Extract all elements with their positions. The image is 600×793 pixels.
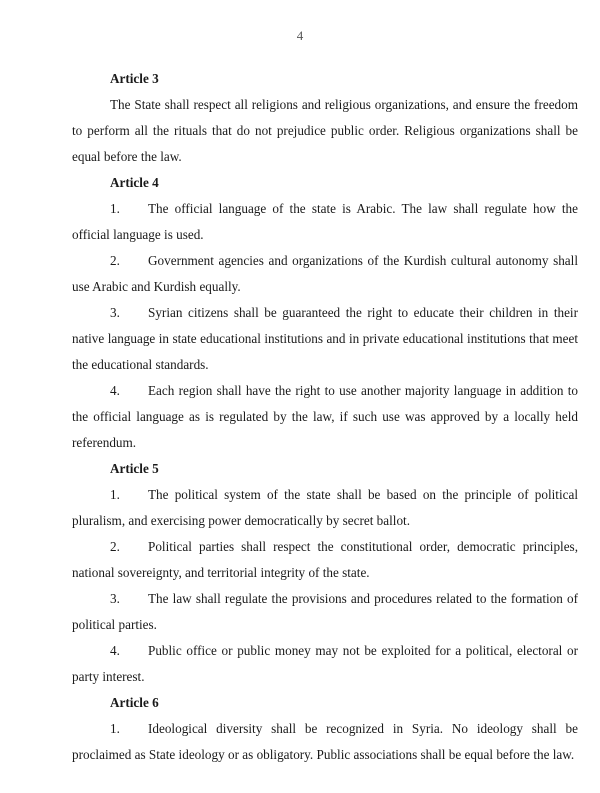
article-title: Article 5 [110,461,159,476]
paragraph-number: 1. [110,487,120,502]
paragraph-text: Each region shall have the right to use another majority language in addition to the official language as is regulated by the law, if such use was approved by a locally held referendum. [72,383,578,450]
paragraph-text: The political system of the state shall be based on the principle of political pluralism, and exercising power democratically by secret ballot. [72,487,578,528]
article-paragraph [72,716,578,768]
paragraph-text: The law shall regulate the provisions and procedures related to the formation of political parties. [72,591,578,632]
article-3 [72,66,578,170]
article-paragraph [72,482,578,534]
paragraph-text: Political parties shall respect the constitutional order, democratic principles, national sovereignty, and territorial integrity of the state. [72,539,578,580]
article-paragraph [72,300,578,378]
article-5 [72,456,578,690]
paragraph-number: 1. [110,721,120,736]
paragraph-text: Syrian citizens shall be guaranteed the right to educate their children in their native language in state educational institutions and in private educational institutions that meet the educational standards. [72,305,578,372]
article-title: Article 4 [110,175,159,190]
paragraph-text: The State shall respect all religions and religious organizations, and ensure the freedom to perform all the rituals that do not prejudice public order. Religious organizations shall be equal before the law. [72,97,578,164]
paragraph-number: 1. [110,201,120,216]
paragraph-text: The official language of the state is Arabic. The law shall regulate how the official language is used. [72,201,578,242]
article-4 [72,170,578,456]
page-number: 4 [296,28,304,43]
article-paragraph [72,248,578,300]
article-paragraph [72,638,578,690]
article-paragraph [72,196,578,248]
article-paragraph [72,378,578,456]
article-paragraph [72,92,578,170]
paragraph-text: Government agencies and organizations of the Kurdish cultural autonomy shall use Arabic and Kurdish equally. [72,253,578,294]
paragraph-number: 3. [110,305,120,320]
article-title: Article 3 [110,71,159,86]
paragraph-number: 4. [110,643,120,658]
paragraph-text: Ideological diversity shall be recognized in Syria. No ideology shall be proclaimed as State ideology or as obligatory. Public associations shall be equal before the law. [72,721,578,762]
paragraph-number: 4. [110,383,120,398]
paragraph-number: 2. [110,253,120,268]
document-body [72,66,578,768]
paragraph-text: Public office or public money may not be exploited for a political, electoral or party interest. [72,643,578,684]
paragraph-number: 3. [110,591,120,606]
article-6 [72,690,578,768]
article-paragraph [72,534,578,586]
article-title: Article 6 [110,695,159,710]
paragraph-number: 2. [110,539,120,554]
article-paragraph [72,586,578,638]
